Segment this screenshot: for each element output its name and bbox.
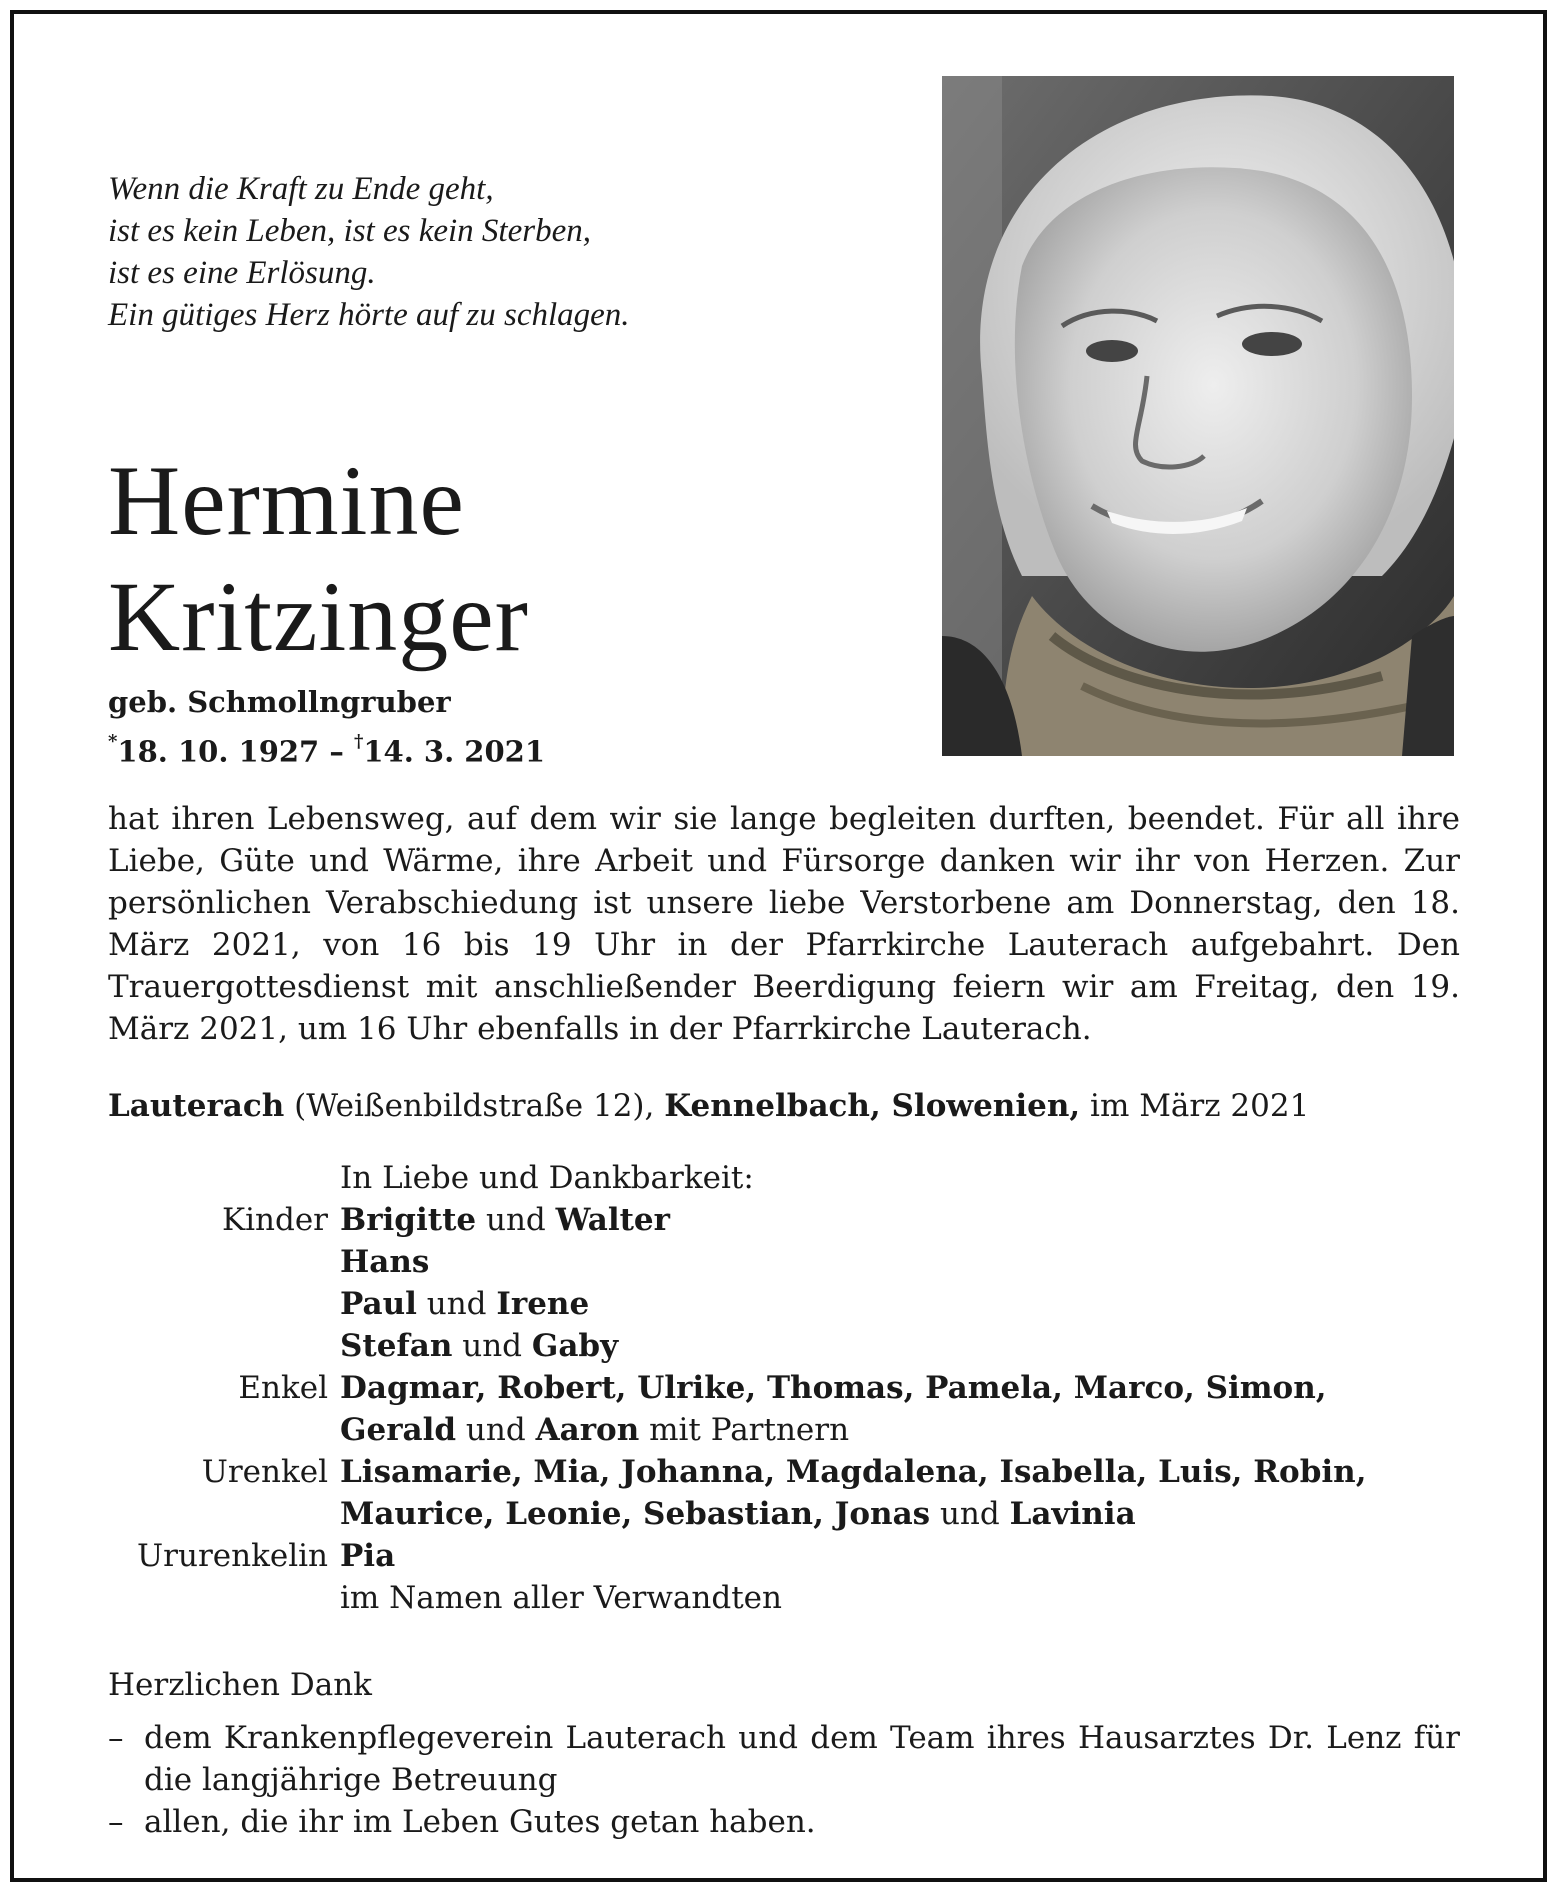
family-name: Gaby bbox=[531, 1328, 619, 1364]
date-separator: – bbox=[319, 734, 354, 769]
family-row-ururenkelin bbox=[108, 1535, 1468, 1577]
death-date: 14. 3. 2021 bbox=[363, 734, 545, 769]
conjunction: und bbox=[930, 1496, 1010, 1532]
announcement-text: hat ihren Lebensweg, auf dem wir sie lange begleiten durften, beendet. Für all ihre Liebe, Güte und Wärme, ihre Arbeit und Fürsorge danken wir ihr von Herzen. Zur persönlichen Verabschiedung ist unsere liebe Verstorbene am Donnerstag, den 18. März 2021, von 16 bis 19 Uhr in der Pfarrkirche Lauterach aufgebahrt. Den Trauergottesdienst mit anschließender Beerdigung feiern wir am Freitag, den 19. März 2021, um 16 Uhr ebenfalls in der Pfarrkirche Lauterach. bbox=[108, 801, 1460, 1047]
poem-line: Wenn die Kraft zu Ende geht, bbox=[108, 171, 494, 207]
family-name: Hans bbox=[340, 1244, 430, 1280]
portrait-photo-icon bbox=[942, 76, 1454, 756]
poem bbox=[108, 168, 868, 336]
relation-label: Ururenkelin bbox=[137, 1538, 328, 1574]
poem-line: Ein gütiges Herz hörte auf zu schlagen. bbox=[108, 297, 630, 333]
conjunction: und bbox=[452, 1328, 532, 1364]
thanks-item bbox=[108, 1801, 1460, 1843]
relation-label: Enkel bbox=[238, 1370, 328, 1406]
family-list bbox=[108, 1157, 1468, 1619]
family-name: Lavinia bbox=[1009, 1496, 1136, 1532]
family-name: Brigitte bbox=[340, 1202, 477, 1238]
thanks-title: Herzlichen Dank bbox=[108, 1667, 372, 1703]
family-name: Walter bbox=[555, 1202, 670, 1238]
place-line bbox=[108, 1085, 1460, 1127]
first-name: Hermine bbox=[108, 445, 465, 556]
relation-label: Kinder bbox=[221, 1202, 328, 1238]
family-name: Irene bbox=[496, 1286, 590, 1322]
deceased-name bbox=[108, 443, 529, 675]
death-symbol: † bbox=[353, 731, 364, 752]
conjunction: und bbox=[476, 1202, 556, 1238]
life-dates bbox=[108, 726, 545, 772]
family-row-urenkel bbox=[108, 1451, 1468, 1493]
family-name: Aaron bbox=[535, 1412, 640, 1448]
poem-line: ist es kein Leben, ist es kein Sterben, bbox=[108, 213, 591, 249]
place-date: im März 2021 bbox=[1080, 1088, 1310, 1124]
relation-label: Urenkel bbox=[201, 1454, 328, 1490]
thanks-item bbox=[108, 1717, 1460, 1801]
place-town: Lauterach bbox=[108, 1088, 285, 1124]
family-name: Paul bbox=[340, 1286, 417, 1322]
poem-line: ist es eine Erlösung. bbox=[108, 255, 376, 291]
family-name: Gerald bbox=[340, 1412, 457, 1448]
place-address: (Weißenbildstraße 12), bbox=[284, 1088, 665, 1124]
family-intro: In Liebe und Dankbarkeit: bbox=[340, 1160, 754, 1196]
conjunction: und bbox=[416, 1286, 497, 1322]
thanks-item-text: dem Krankenpflegeverein Lauterach und dem Team ihres Hausarztes Dr. Lenz für die langjährige Betreuung bbox=[144, 1720, 1460, 1798]
place-others: Kennelbach, Slowenien, bbox=[664, 1088, 1081, 1124]
family-name: Dagmar, Robert, Ulrike, Thomas, Pamela, Marco, Simon, bbox=[340, 1370, 1327, 1406]
conjunction: und bbox=[456, 1412, 536, 1448]
partner-note: mit Partnern bbox=[639, 1412, 850, 1448]
family-name: Stefan bbox=[340, 1328, 453, 1364]
portrait-photo bbox=[942, 76, 1454, 756]
dash-bullet: – bbox=[108, 1720, 124, 1756]
family-name: Lisamarie, Mia, Johanna, Magdalena, Isabella, Luis, Robin, bbox=[340, 1454, 1367, 1490]
birth-symbol: * bbox=[108, 731, 118, 752]
family-name: Pia bbox=[340, 1538, 396, 1574]
thanks-item-text: allen, die ihr im Leben Gutes getan haben. bbox=[144, 1804, 816, 1840]
family-row-kinder bbox=[108, 1199, 1468, 1241]
last-name: Kritzinger bbox=[108, 561, 529, 672]
family-row-enkel bbox=[108, 1367, 1468, 1409]
dash-bullet: – bbox=[108, 1804, 124, 1840]
birth-date: 18. 10. 1927 bbox=[117, 734, 320, 769]
thanks-list bbox=[108, 1717, 1460, 1843]
maiden-name: geb. Schmollngruber bbox=[108, 685, 451, 719]
family-closing: im Namen aller Verwandten bbox=[340, 1580, 782, 1616]
family-name: Maurice, Leonie, Sebastian, Jonas bbox=[340, 1496, 931, 1532]
